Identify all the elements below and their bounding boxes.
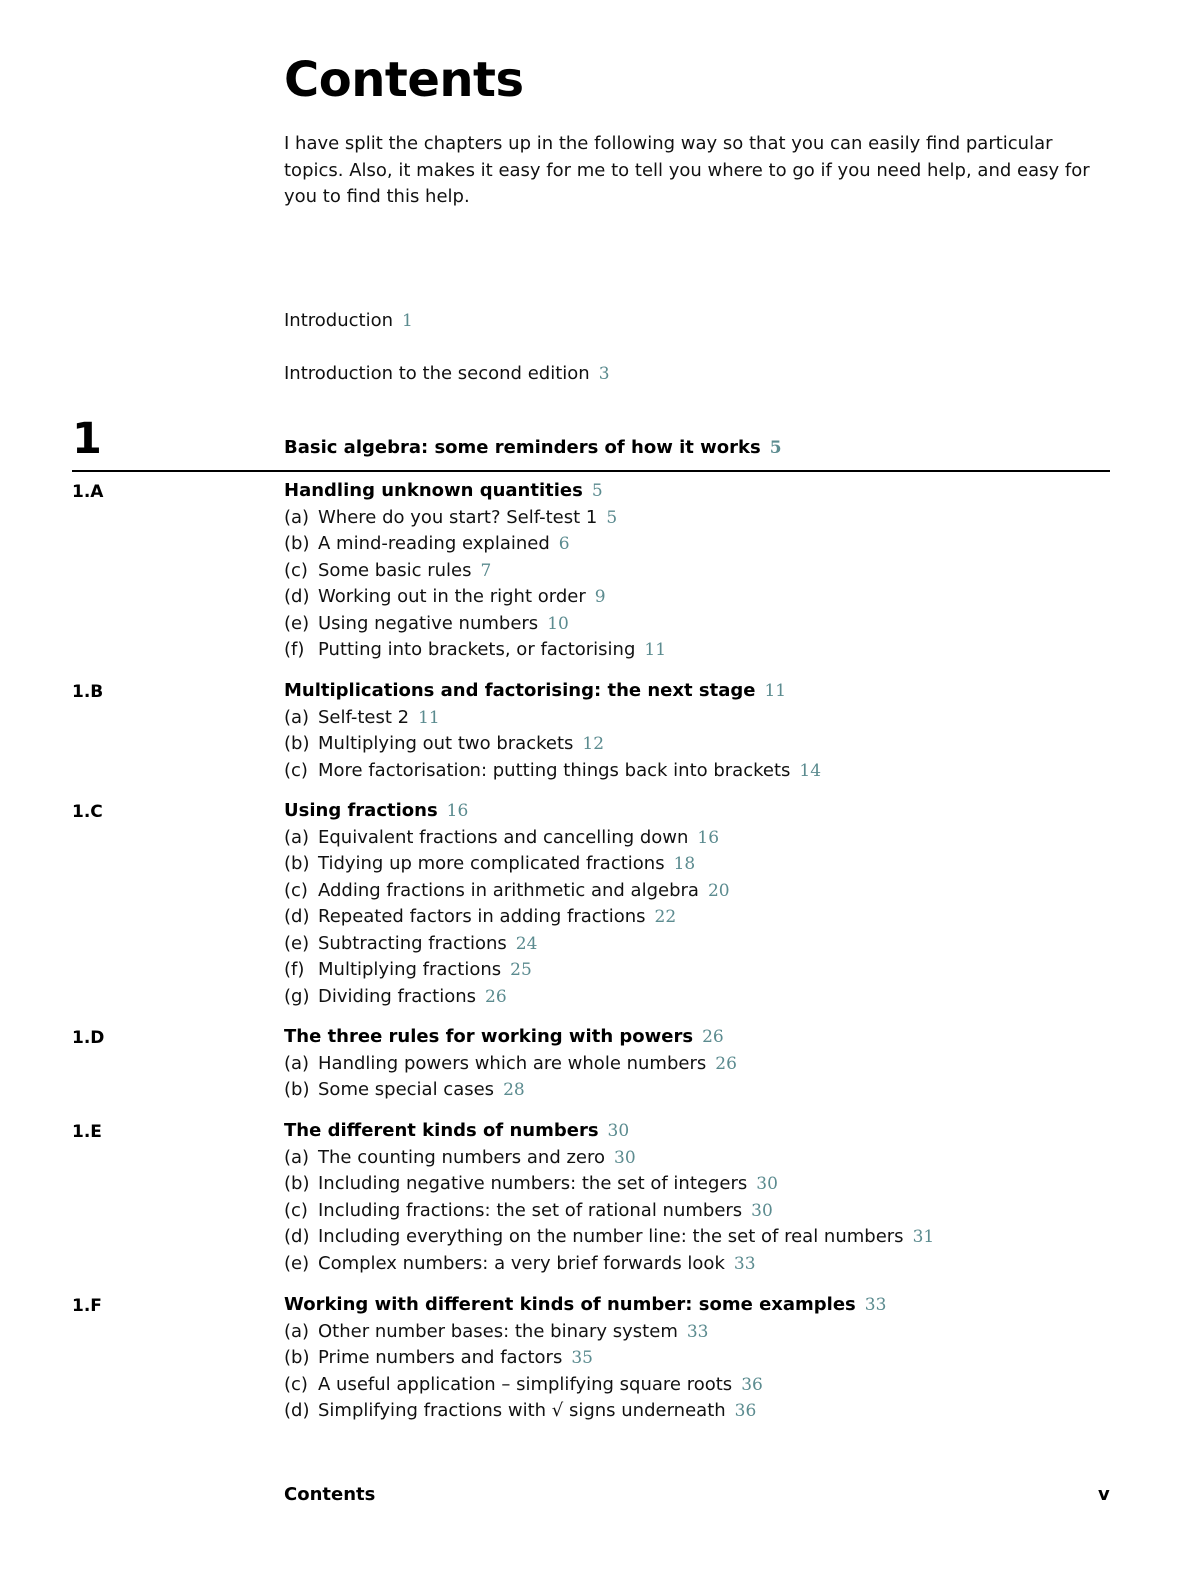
subsection-text: A mind-reading explained <box>318 533 550 554</box>
subsection-letter: (d) <box>284 906 310 927</box>
list-item[interactable] <box>284 505 1104 532</box>
toc-page-number: 33 <box>733 1253 756 1274</box>
section-label: 1.C <box>72 802 103 822</box>
list-item[interactable] <box>284 731 1104 758</box>
toc-page-number: 30 <box>614 1147 636 1168</box>
toc-page-number: 18 <box>673 854 696 874</box>
subsection-letter: (d) <box>284 1226 310 1247</box>
subsection-text: Including negative numbers: the set of integers <box>318 1173 748 1194</box>
page-title: Contents <box>284 52 524 108</box>
subsection-letter: (b) <box>284 1079 310 1100</box>
toc-page-number: 12 <box>582 734 605 754</box>
toc-page-number: 26 <box>702 1027 724 1047</box>
section-label: 1.A <box>72 482 104 502</box>
subsection-letter: (c) <box>284 559 308 581</box>
list-item[interactable] <box>284 904 1104 931</box>
subsection-list <box>284 1051 1104 1104</box>
subsection-text: Working out in the right order <box>318 586 586 607</box>
folio-page-number: v <box>1098 1484 1110 1505</box>
intro-paragraph: I have split the chapters up in the following way so that you can easily find particular topics. Also, it makes it easy for me to tell you where to go if you need help, and easy for you to find this help. <box>284 133 1090 207</box>
toc-page-number: 1 <box>402 311 413 331</box>
toc-page-number: 30 <box>607 1121 630 1141</box>
list-item[interactable] <box>284 1398 1104 1425</box>
subsection-list <box>284 825 1104 1011</box>
subsection-text: The counting numbers and zero <box>318 1146 606 1168</box>
toc-page-number: 24 <box>515 933 538 954</box>
toc-page-number: 30 <box>751 1200 773 1221</box>
list-item[interactable] <box>284 611 1104 638</box>
toc-page-number: 11 <box>644 640 667 660</box>
chapter-number: 1 <box>72 414 102 464</box>
subsection-letter: (g) <box>284 985 310 1007</box>
toc-entry-introduction-second-edition[interactable] <box>284 363 610 384</box>
section-title-text: The three rules for working with powers <box>284 1026 694 1047</box>
subsection-letter: (f) <box>284 639 305 660</box>
list-item[interactable] <box>284 758 1104 785</box>
toc-page-number: 26 <box>485 986 507 1007</box>
subsection-text: Other number bases: the binary system <box>318 1320 678 1342</box>
list-item[interactable] <box>284 931 1104 958</box>
running-footer: Contents <box>284 1484 376 1505</box>
subsection-letter: (b) <box>284 533 310 554</box>
section-title[interactable] <box>284 1292 1104 1319</box>
subsection-text: Dividing fractions <box>318 985 477 1007</box>
section-title[interactable] <box>284 1024 1104 1051</box>
subsection-letter: (b) <box>284 853 310 874</box>
toc-entry-label: Introduction <box>284 310 394 331</box>
toc-page-number: 10 <box>547 613 569 634</box>
section-title[interactable] <box>284 678 1104 705</box>
list-item[interactable] <box>284 878 1104 905</box>
toc-page-number: 6 <box>558 534 570 554</box>
list-item[interactable] <box>284 1372 1104 1399</box>
subsection-letter: (c) <box>284 1199 308 1221</box>
toc-page-number: 20 <box>707 880 730 901</box>
subsection-letter: (a) <box>284 826 310 848</box>
list-item[interactable] <box>284 1319 1104 1346</box>
section-label: 1.D <box>72 1028 105 1048</box>
subsection-letter: (c) <box>284 759 308 781</box>
list-item[interactable] <box>284 1145 1104 1172</box>
toc-page-number: 36 <box>741 1374 763 1395</box>
toc-page-number: 5 <box>769 438 782 458</box>
list-item[interactable] <box>284 1198 1104 1225</box>
toc-page-number: 3 <box>598 364 610 384</box>
section-1b <box>284 678 1104 784</box>
subsection-text: Adding fractions in arithmetic and algebra <box>318 879 699 901</box>
subsection-letter: (a) <box>284 506 310 528</box>
subsection-text: Multiplying out two brackets <box>318 733 574 754</box>
toc-page-number: 11 <box>764 681 787 701</box>
toc-page-number: 11 <box>418 707 440 728</box>
subsection-text: Including everything on the number line: the set of real numbers <box>318 1226 904 1247</box>
subsection-letter: (a) <box>284 1146 310 1168</box>
subsection-letter: (b) <box>284 733 310 754</box>
list-item[interactable] <box>284 1077 1104 1104</box>
subsection-text: More factorisation: putting things back into brackets <box>318 759 791 781</box>
toc-page-number: 14 <box>799 760 822 781</box>
subsection-letter: (e) <box>284 932 310 954</box>
toc-page-number: 31 <box>912 1227 935 1247</box>
subsection-text: Using negative numbers <box>318 612 539 634</box>
toc-page-number: 33 <box>864 1295 887 1315</box>
subsection-text: Some basic rules <box>318 559 472 581</box>
list-item[interactable] <box>284 1171 1104 1198</box>
chapter-divider <box>72 470 1110 472</box>
toc-page-number: 22 <box>654 907 677 927</box>
list-item[interactable] <box>284 1251 1104 1278</box>
subsection-letter: (c) <box>284 879 308 901</box>
section-1a <box>284 478 1104 664</box>
subsection-text: Putting into brackets, or factorising <box>318 639 636 660</box>
section-label: 1.B <box>72 682 104 702</box>
subsection-list <box>284 705 1104 785</box>
subsection-letter: (f) <box>284 959 305 980</box>
toc-page-number: 33 <box>686 1321 709 1342</box>
section-label: 1.F <box>72 1296 102 1316</box>
subsection-letter: (e) <box>284 1252 310 1274</box>
subsection-text: Repeated factors in adding fractions <box>318 906 646 927</box>
section-title-text: Using fractions <box>284 800 438 821</box>
list-item[interactable] <box>284 825 1104 852</box>
subsection-text: Including fractions: the set of rational numbers <box>318 1199 743 1221</box>
toc-page-number: 5 <box>606 507 618 528</box>
subsection-text: Tidying up more complicated fractions <box>318 853 665 874</box>
subsection-letter: (a) <box>284 1320 310 1342</box>
subsection-letter: (d) <box>284 1400 310 1421</box>
subsection-text: Where do you start? Self-test 1 <box>318 506 598 528</box>
list-item[interactable] <box>284 957 1104 984</box>
section-1d <box>284 1024 1104 1104</box>
subsection-letter: (e) <box>284 612 310 634</box>
subsection-letter: (d) <box>284 586 310 607</box>
toc-page-number: 35 <box>571 1348 593 1368</box>
list-item[interactable] <box>284 558 1104 585</box>
section-1e <box>284 1118 1104 1277</box>
subsection-letter: (b) <box>284 1347 310 1368</box>
subsection-text: Self-test 2 <box>318 706 410 728</box>
subsection-text: Some special cases <box>318 1079 495 1100</box>
subsection-text: Handling powers which are whole numbers <box>318 1052 707 1074</box>
toc-page-number: 28 <box>503 1080 525 1100</box>
section-label: 1.E <box>72 1122 102 1142</box>
section-1c <box>284 798 1104 1010</box>
section-title[interactable] <box>284 798 1104 825</box>
section-title[interactable] <box>284 478 1104 505</box>
subsection-letter: (c) <box>284 1373 308 1395</box>
list-item[interactable] <box>284 984 1104 1011</box>
toc-page-number: 26 <box>715 1053 737 1074</box>
subsection-text: Multiplying fractions <box>318 959 502 980</box>
subsection-text: Complex numbers: a very brief forwards look <box>318 1252 725 1274</box>
toc-page-number: 16 <box>446 801 469 821</box>
subsection-text: Equivalent fractions and cancelling down <box>318 826 689 848</box>
subsection-list <box>284 1145 1104 1278</box>
subsection-letter: (a) <box>284 1052 310 1074</box>
subsection-list <box>284 505 1104 664</box>
toc-page-number: 16 <box>697 827 720 848</box>
toc-page-number: 36 <box>734 1401 757 1421</box>
section-1f <box>284 1292 1104 1425</box>
toc-page-number: 30 <box>756 1174 778 1194</box>
toc-entry-label: Introduction to the second edition <box>284 363 590 384</box>
chapter-title-text: Basic algebra: some reminders of how it works <box>284 437 761 458</box>
list-item[interactable] <box>284 584 1104 611</box>
list-item[interactable] <box>284 1345 1104 1372</box>
list-item[interactable] <box>284 705 1104 732</box>
chapter-title[interactable] <box>284 437 782 458</box>
subsection-list <box>284 1319 1104 1425</box>
list-item[interactable] <box>284 1224 1104 1251</box>
list-item[interactable] <box>284 637 1104 664</box>
subsection-text: A useful application – simplifying square roots <box>318 1373 733 1395</box>
toc-page-number: 7 <box>480 560 492 581</box>
toc-entry-introduction[interactable] <box>284 310 413 331</box>
toc-page-number: 9 <box>594 587 606 607</box>
list-item[interactable] <box>284 1051 1104 1078</box>
section-title-text: Handling unknown quantities <box>284 480 583 501</box>
subsection-text: Prime numbers and factors <box>318 1347 563 1368</box>
subsection-text: Simplifying fractions with √ signs underneath <box>318 1400 726 1421</box>
section-title-text: Working with different kinds of number: some examples <box>284 1294 856 1315</box>
subsection-letter: (b) <box>284 1173 310 1194</box>
section-title-text: The different kinds of numbers <box>284 1120 599 1141</box>
subsection-text: Subtracting fractions <box>318 932 507 954</box>
subsection-letter: (a) <box>284 706 310 728</box>
toc-page-number: 5 <box>591 481 603 501</box>
list-item[interactable] <box>284 531 1104 558</box>
section-title[interactable] <box>284 1118 1104 1145</box>
toc-page-number: 25 <box>510 960 532 980</box>
list-item[interactable] <box>284 851 1104 878</box>
section-title-text: Multiplications and factorising: the next stage <box>284 680 756 701</box>
